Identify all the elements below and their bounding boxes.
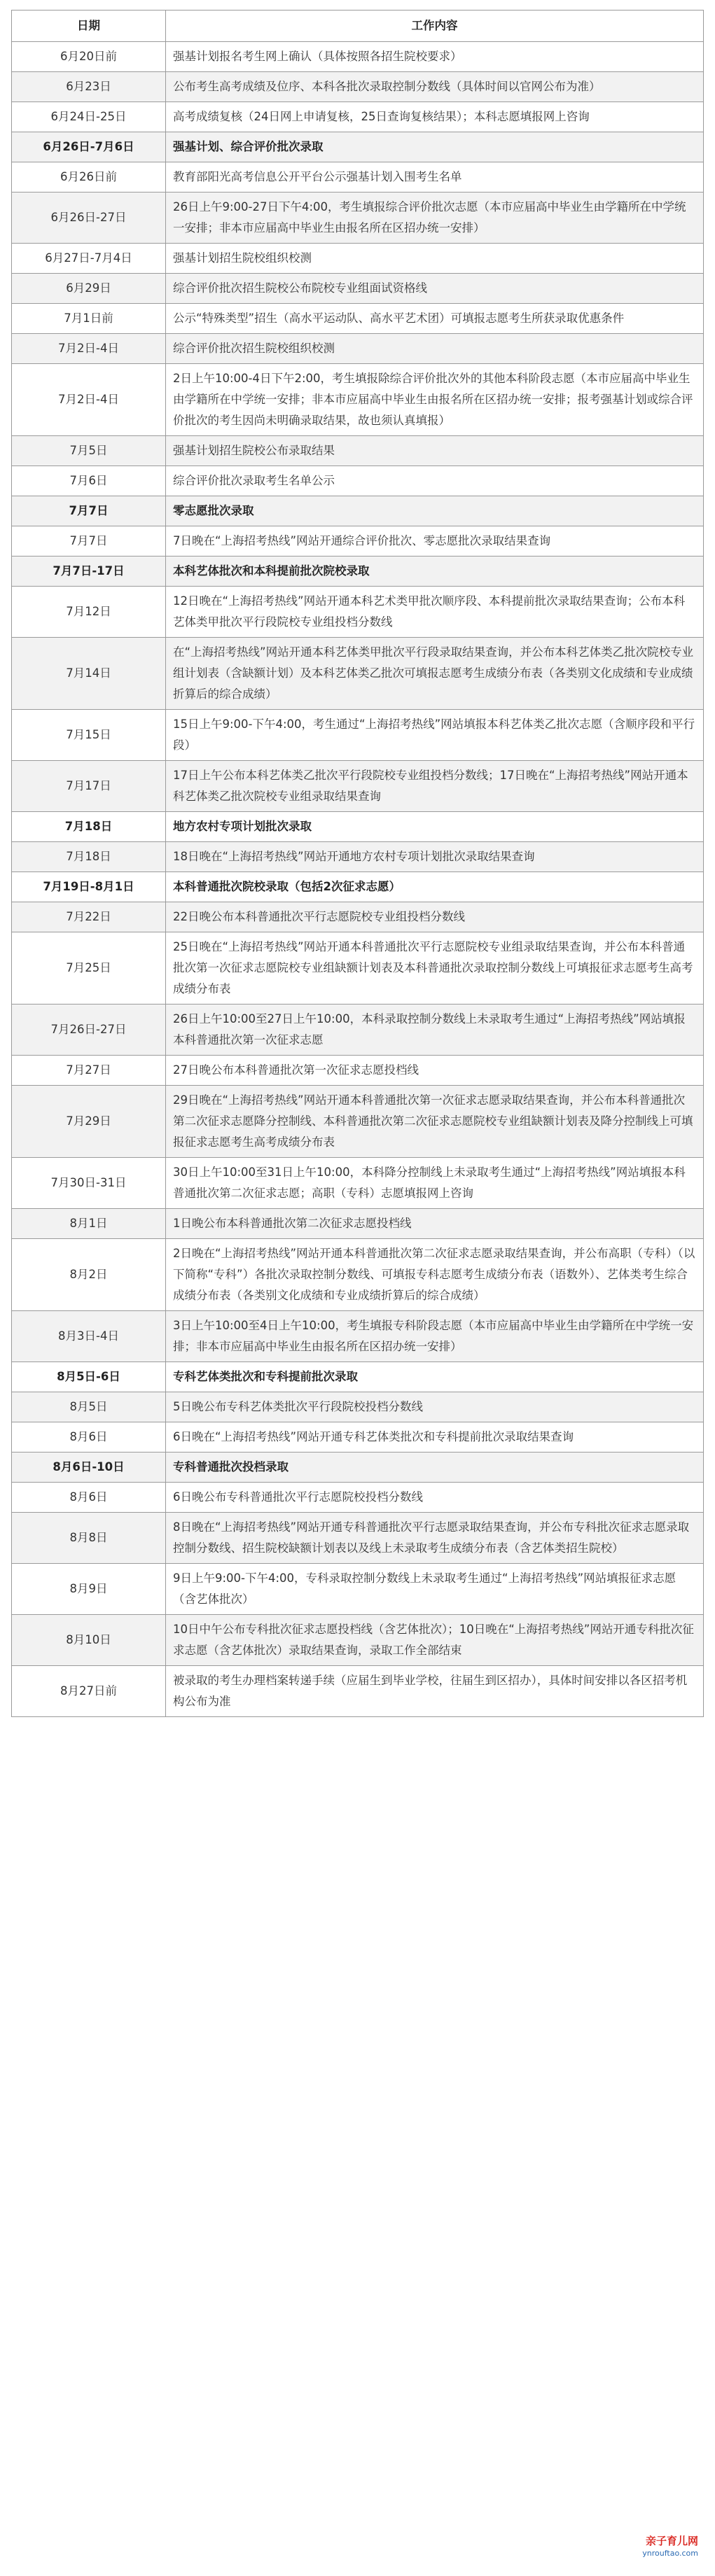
- row-date: 6月26日-27日: [12, 192, 166, 244]
- table-row: [12, 466, 704, 496]
- row-content: 8日晚在“上海招考热线”网站开通专科普通批次平行志愿录取结果查询，并公布专科批次征求志愿录取控制分数线、招生院校缺额计划表以及线上未录取考生成绩分布表（含艺体类招生院校）: [166, 1513, 704, 1564]
- row-date: 7月5日: [12, 436, 166, 466]
- row-date: 8月5日: [12, 1392, 166, 1422]
- section-row: [12, 812, 704, 842]
- row-content: 6日晚在“上海招考热线”网站开通专科艺体类批次和专科提前批次录取结果查询: [166, 1422, 704, 1452]
- table-row: [12, 638, 704, 710]
- row-content: 2日晚在“上海招考热线”网站开通本科普通批次第二次征求志愿录取结果查询，并公布高职（专科）（以下简称“专科”）各批次录取控制分数线、可填报专科志愿考生成绩分布表（语数外）、艺体类考生综合成绩分布表（各类别文化成绩和专业成绩折算后的综合成绩）: [166, 1239, 704, 1311]
- row-date: 8月6日-10日: [12, 1452, 166, 1483]
- row-date: 6月26日-7月6日: [12, 132, 166, 162]
- row-content: 专科普通批次投档录取: [166, 1452, 704, 1483]
- table-row: [12, 842, 704, 872]
- row-date: 6月29日: [12, 274, 166, 304]
- row-content: 公布考生高考成绩及位序、本科各批次录取控制分数线（具体时间以官网公布为准）: [166, 72, 704, 102]
- row-content: 在“上海招考热线”网站开通本科艺体类甲批次平行段录取结果查询，并公布本科艺体类乙批次院校专业组计划表（含缺额计划）及本科艺体类乙批次可填报志愿考生成绩分布表（各类别文化成绩和专业成绩折算后的综合成绩）: [166, 638, 704, 710]
- row-date: 7月2日-4日: [12, 334, 166, 364]
- row-date: 7月6日: [12, 466, 166, 496]
- table-row: [12, 1615, 704, 1666]
- row-content: 17日上午公布本科艺体类乙批次平行段院校专业组投档分数线；17日晚在“上海招考热线”网站开通本科艺体类乙批次院校专业组录取结果查询: [166, 761, 704, 812]
- row-content: 29日晚在“上海招考热线”网站开通本科普通批次第一次征求志愿录取结果查询，并公布本科普通批次第二次征求志愿降分控制线、本科普通批次第二次征求志愿院校专业组缺额计划表及降分控制线上可填报征求志愿考生高考成绩分布表: [166, 1086, 704, 1158]
- row-date: 7月18日: [12, 842, 166, 872]
- row-date: 8月6日: [12, 1483, 166, 1513]
- row-content: 2日上午10:00-4日下午2:00，考生填报除综合评价批次外的其他本科阶段志愿（本市应届高中毕业生由学籍所在中学统一安排；非本市应届高中毕业生由报名所在区招办统一安排；报考强基计划或综合评价批次的考生因尚未明确录取结果，故也须认真填报）: [166, 364, 704, 436]
- table-row: [12, 1392, 704, 1422]
- row-content: 10日中午公布专科批次征求志愿投档线（含艺体批次）；10日晚在“上海招考热线”网站开通专科批次征求志愿（含艺体批次）录取结果查询，录取工作全部结束: [166, 1615, 704, 1666]
- row-content: 强基计划、综合评价批次录取: [166, 132, 704, 162]
- row-date: 8月1日: [12, 1209, 166, 1239]
- table-row: [12, 1666, 704, 1717]
- row-date: 7月18日: [12, 812, 166, 842]
- row-date: 8月27日前: [12, 1666, 166, 1717]
- row-date: 8月3日-4日: [12, 1311, 166, 1362]
- table-row: [12, 1483, 704, 1513]
- header-row: [12, 10, 704, 42]
- row-date: 7月22日: [12, 902, 166, 932]
- row-content: 12日晚在“上海招考热线”网站开通本科艺术类甲批次顺序段、本科提前批次录取结果查询；公布本科艺体类甲批次平行段院校专业组投档分数线: [166, 587, 704, 638]
- row-date: 7月2日-4日: [12, 364, 166, 436]
- table-row: [12, 1209, 704, 1239]
- header-date: 日期: [12, 10, 166, 42]
- row-content: 26日上午9:00-27日下午4:00，考生填报综合评价批次志愿（本市应届高中毕业生由学籍所在中学统一安排；非本市应届高中毕业生由报名所在区招办统一安排）: [166, 192, 704, 244]
- row-date: 6月24日-25日: [12, 102, 166, 132]
- watermark-url: ynrouftao.com: [642, 2549, 698, 2558]
- row-content: 5日晚公布专科艺体类批次平行段院校投档分数线: [166, 1392, 704, 1422]
- schedule-body: [12, 42, 704, 1717]
- section-row: [12, 132, 704, 162]
- row-content: 26日上午10:00至27日上午10:00，本科录取控制分数线上未录取考生通过“上海招考热线”网站填报本科普通批次第一次征求志愿: [166, 1004, 704, 1056]
- row-date: 7月17日: [12, 761, 166, 812]
- table-row: [12, 1513, 704, 1564]
- row-date: 8月5日-6日: [12, 1362, 166, 1392]
- table-row: [12, 761, 704, 812]
- row-date: 7月30日-31日: [12, 1158, 166, 1209]
- row-date: 6月27日-7月4日: [12, 244, 166, 274]
- table-row: [12, 587, 704, 638]
- row-date: 8月8日: [12, 1513, 166, 1564]
- row-content: 6日晚公布专科普通批次平行志愿院校投档分数线: [166, 1483, 704, 1513]
- row-date: 7月26日-27日: [12, 1004, 166, 1056]
- row-content: 7日晚在“上海招考热线”网站开通综合评价批次、零志愿批次录取结果查询: [166, 526, 704, 556]
- row-date: 7月7日: [12, 526, 166, 556]
- row-content: 综合评价批次录取考生名单公示: [166, 466, 704, 496]
- row-date: 8月9日: [12, 1564, 166, 1615]
- row-date: 7月7日: [12, 496, 166, 526]
- table-row: [12, 1239, 704, 1311]
- row-date: 7月12日: [12, 587, 166, 638]
- row-date: 7月25日: [12, 932, 166, 1004]
- table-row: [12, 1158, 704, 1209]
- table-row: [12, 304, 704, 334]
- row-content: 9日上午9:00-下午4:00，专科录取控制分数线上未录取考生通过“上海招考热线”网站填报征求志愿（含艺体批次）: [166, 1564, 704, 1615]
- section-row: [12, 496, 704, 526]
- row-content: 高考成绩复核（24日网上申请复核，25日查询复核结果）；本科志愿填报网上咨询: [166, 102, 704, 132]
- schedule-table: [11, 10, 704, 1717]
- row-date: 7月29日: [12, 1086, 166, 1158]
- row-content: 27日晚公布本科普通批次第一次征求志愿投档线: [166, 1056, 704, 1086]
- section-row: [12, 872, 704, 902]
- watermark-text: 亲子育儿网: [645, 2535, 698, 2547]
- row-content: 3日上午10:00至4日上午10:00，考生填报专科阶段志愿（本市应届高中毕业生由学籍所在中学统一安排；非本市应届高中毕业生由报名所在区招办统一安排）: [166, 1311, 704, 1362]
- row-date: 6月26日前: [12, 162, 166, 192]
- table-row: [12, 932, 704, 1004]
- row-content: 专科艺体类批次和专科提前批次录取: [166, 1362, 704, 1392]
- section-row: [12, 556, 704, 587]
- table-row: [12, 162, 704, 192]
- row-content: 教育部阳光高考信息公开平台公示强基计划入围考生名单: [166, 162, 704, 192]
- row-date: 7月15日: [12, 710, 166, 761]
- table-row: [12, 1086, 704, 1158]
- row-date: 7月7日-17日: [12, 556, 166, 587]
- watermark-logo: [628, 2535, 698, 2559]
- table-row: [12, 710, 704, 761]
- row-content: 30日上午10:00至31日上午10:00，本科降分控制线上未录取考生通过“上海招考热线”网站填报本科普通批次第二次征求志愿；高职（专科）志愿填报网上咨询: [166, 1158, 704, 1209]
- row-date: 7月19日-8月1日: [12, 872, 166, 902]
- row-content: 零志愿批次录取: [166, 496, 704, 526]
- row-date: 6月20日前: [12, 42, 166, 72]
- row-date: 8月2日: [12, 1239, 166, 1311]
- row-content: 22日晚公布本科普通批次平行志愿院校专业组投档分数线: [166, 902, 704, 932]
- table-row: [12, 526, 704, 556]
- table-row: [12, 436, 704, 466]
- row-content: 25日晚在“上海招考热线”网站开通本科普通批次平行志愿院校专业组录取结果查询，并公布本科普通批次第一次征求志愿院校专业组缺额计划表及本科普通批次录取控制分数线上可填报征求志愿考生高考成绩分布表: [166, 932, 704, 1004]
- row-content: 1日晚公布本科普通批次第二次征求志愿投档线: [166, 1209, 704, 1239]
- row-content: 强基计划报名考生网上确认（具体按照各招生院校要求）: [166, 42, 704, 72]
- row-date: 6月23日: [12, 72, 166, 102]
- section-row: [12, 1362, 704, 1392]
- table-row: [12, 902, 704, 932]
- row-content: 地方农村专项计划批次录取: [166, 812, 704, 842]
- row-content: 综合评价批次招生院校公布院校专业组面试资格线: [166, 274, 704, 304]
- row-content: 被录取的考生办理档案转递手续（应届生到毕业学校，往届生到区招办），具体时间安排以各区招考机构公布为准: [166, 1666, 704, 1717]
- table-row: [12, 334, 704, 364]
- row-date: 8月6日: [12, 1422, 166, 1452]
- table-row: [12, 1056, 704, 1086]
- row-date: 8月10日: [12, 1615, 166, 1666]
- header-content: 工作内容: [166, 10, 704, 42]
- table-row: [12, 244, 704, 274]
- table-row: [12, 1311, 704, 1362]
- row-content: 公示“特殊类型”招生（高水平运动队、高水平艺术团）可填报志愿考生所获录取优惠条件: [166, 304, 704, 334]
- table-row: [12, 364, 704, 436]
- row-date: 7月1日前: [12, 304, 166, 334]
- table-row: [12, 42, 704, 72]
- row-content: 18日晚在“上海招考热线”网站开通地方农村专项计划批次录取结果查询: [166, 842, 704, 872]
- table-row: [12, 192, 704, 244]
- row-content: 本科艺体批次和本科提前批次院校录取: [166, 556, 704, 587]
- row-content: 强基计划招生院校组织校测: [166, 244, 704, 274]
- table-row: [12, 72, 704, 102]
- table-row: [12, 1564, 704, 1615]
- table-row: [12, 1422, 704, 1452]
- table-row: [12, 102, 704, 132]
- row-content: 15日上午9:00-下午4:00，考生通过“上海招考热线”网站填报本科艺体类乙批次志愿（含顺序段和平行段）: [166, 710, 704, 761]
- row-content: 综合评价批次招生院校组织校测: [166, 334, 704, 364]
- section-row: [12, 1452, 704, 1483]
- row-content: 本科普通批次院校录取（包括2次征求志愿）: [166, 872, 704, 902]
- row-content: 强基计划招生院校公布录取结果: [166, 436, 704, 466]
- table-row: [12, 1004, 704, 1056]
- row-date: 7月27日: [12, 1056, 166, 1086]
- table-row: [12, 274, 704, 304]
- row-date: 7月14日: [12, 638, 166, 710]
